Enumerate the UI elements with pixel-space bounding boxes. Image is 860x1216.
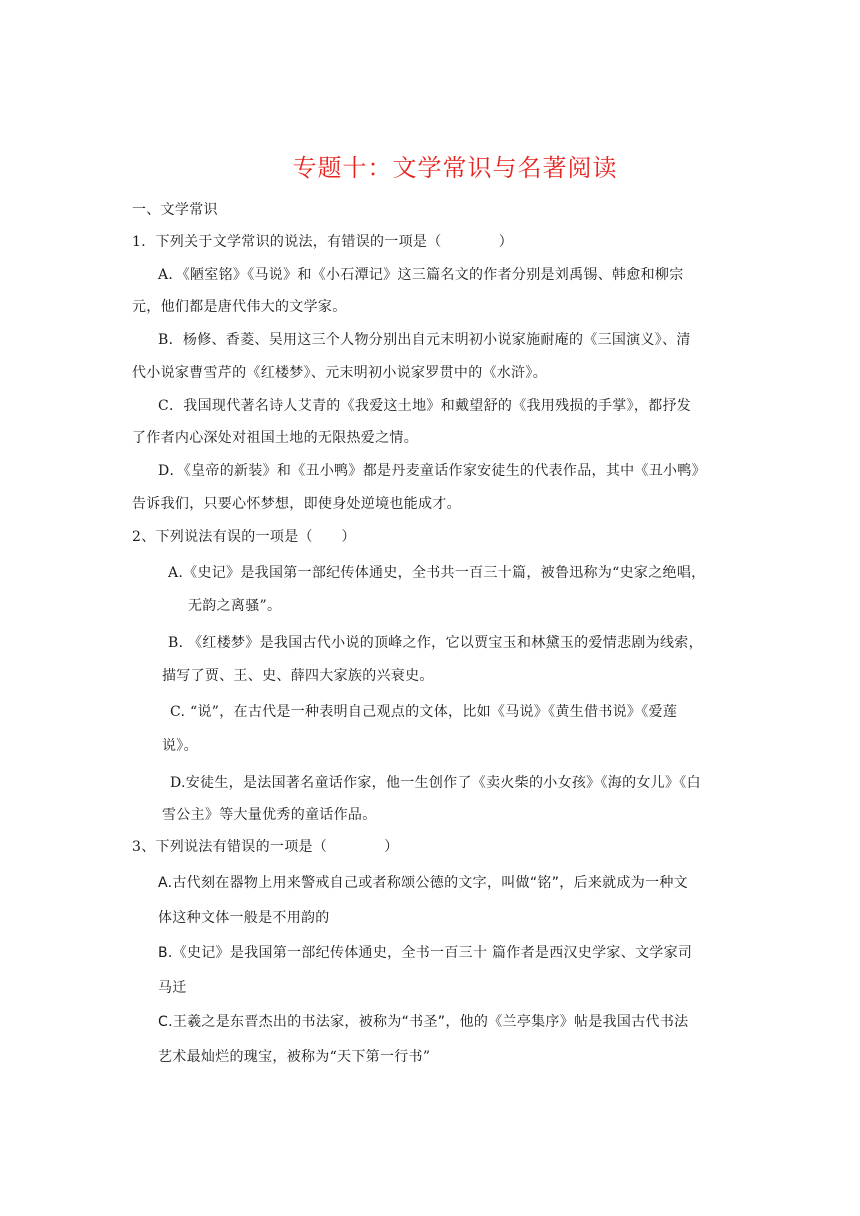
question-3-option-b: B.《史记》是我国第一部纪传体通史，全书一百三十 篇作者是西汉史学家、文学家司 <box>158 945 693 961</box>
question-1-option-d-cont: 告诉我们，只要心怀梦想，即使身处逆境也能成才。 <box>132 496 461 512</box>
question-2-option-c: C. “说”，在古代是一种表明自己观点的文体，比如《马说》《黄生借书说》《爱莲 <box>170 704 678 720</box>
question-2-stem: 2、下列说法有误的一项是（ ） <box>132 529 356 545</box>
question-1-option-a-cont: 元，他们都是唐代伟大的文学家。 <box>132 299 347 315</box>
question-1-option-c-cont: 了作者内心深处对祖国土地的无限热爱之情。 <box>132 430 418 446</box>
question-3-option-c-cont: 艺术最灿烂的瑰宝，被称为“天下第一行书” <box>158 1049 431 1065</box>
question-2-option-d-cont: 雪公主》等大量优秀的童话作品。 <box>162 807 377 823</box>
question-3-option-a-cont: 体这种文体一般是不用韵的 <box>158 910 330 926</box>
question-1-stem: 1．下列关于文学常识的说法，有错误的一项是（ ） <box>132 234 514 250</box>
section-heading: 一、文学常识 <box>132 202 218 218</box>
question-2-option-b: B. 《红楼梦》是我国古代小说的顶峰之作，它以贾宝玉和林黛玉的爱情悲剧为线索， <box>168 635 703 651</box>
question-2-option-a: A.《史记》是我国第一部纪传体通史，全书共一百三十篇，被鲁迅称为“史家之绝唱， <box>168 565 706 581</box>
question-3-option-a: A.古代刻在器物上用来警戒自己或者称颂公德的文字，叫做“铭”，后来就成为一种文 <box>158 875 688 891</box>
question-1-option-b: B．杨修、香菱、吴用这三个人物分别出自元末明初小说家施耐庵的《三国演义》、清 <box>158 332 691 348</box>
question-3-option-c: C.王羲之是东晋杰出的书法家，被称为“书圣”，他的《兰亭集序》帖是我国古代书法 <box>158 1014 689 1030</box>
question-1-option-b-cont: 代小说家曹雪芹的《红楼梦》、元末明初小说家罗贯中的《水浒》。 <box>132 365 547 381</box>
question-2-option-d: D.安徒生，是法国著名童话作家，他一生创作了《卖火柴的小女孩》《海的女儿》《白 <box>170 775 701 791</box>
question-2-option-c-cont: 说》。 <box>162 738 198 754</box>
question-3-stem: 3、下列说法有错误的一项是（ ） <box>132 839 399 855</box>
question-1-option-c: C．我国现代著名诗人艾青的《我爱这土地》和戴望舒的《我用残损的手掌》，都抒发 <box>158 398 692 414</box>
question-2-option-a-cont: 无韵之离骚”。 <box>188 598 282 614</box>
question-2-option-b-cont: 描写了贾、王、史、薛四大家族的兴衰史。 <box>162 668 434 684</box>
page-title: 专题十：文学常识与名著阅读 <box>292 154 618 182</box>
question-1-option-a: A．《陋室铭》《马说》和《小石潭记》这三篇名文的作者分别是刘禹锡、韩愈和柳宗 <box>158 267 684 283</box>
question-3-option-b-cont: 马迁 <box>158 980 187 996</box>
question-1-option-d: D．《皇帝的新装》和《丑小鸭》都是丹麦童话作家安徒生的代表作品，其中《丑小鸭》 <box>158 463 706 479</box>
